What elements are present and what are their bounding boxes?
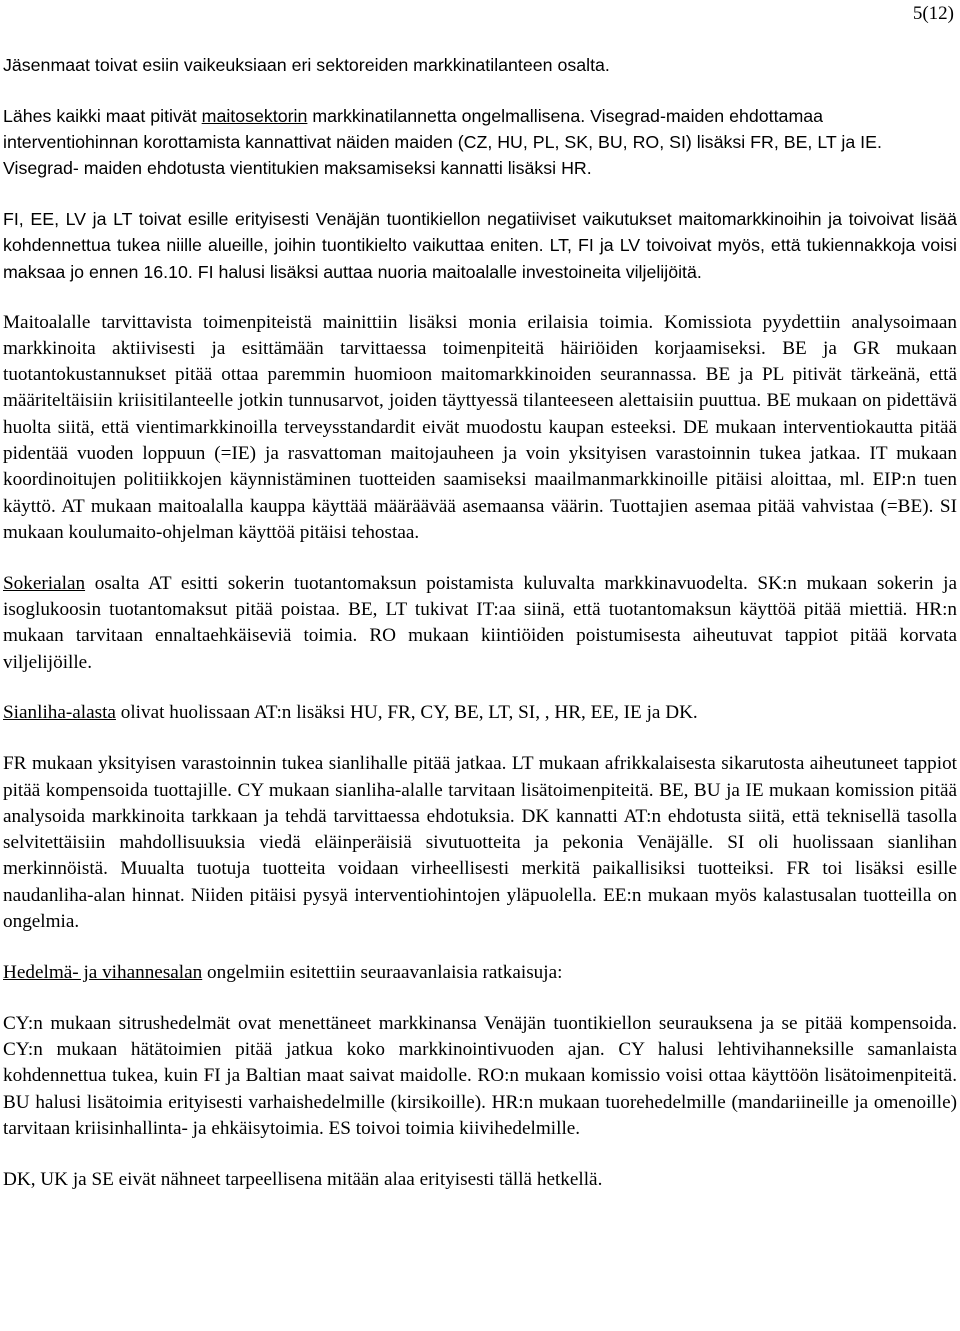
fruit-veg-sector-paragraph (3, 960, 957, 986)
russia-ban-paragraph: FI, EE, LV ja LT toivat esille erityisesti Venäjän tuontikiellon negatiiviset vaikutukset maitomarkkinoihin ja toivoivat lisää kohdennettua tukea niille alueille, joihin tuontikielto vaikuttaa eniten. LT, FI ja LV toivoivat myös, että tukiennakkoja voisi maksaa jo ennen 16.10. FI halusi lisäksi auttaa nuoria maitoalalle investoineita viljelijöitä. (3, 209, 957, 282)
page-number: 5(12) (912, 3, 954, 24)
sugar-body-text: osalta AT esitti sokerin tuotantomaksun poistamista kuluvalta markkinavuodelta. SK:n mukaan sokerin ja isoglukoosin tuotantomaksut pitää poistaa. BE, LT tukivat IT:aa siinä, että tuotantomaksun käyttöä pitää miettiä. HR:n mukaan tarvitaan ennaltaehkäiseviä toimia. RO mukaan kiintiöiden poistumisesta aiheutuvat tappiot pitää korvata viljelijöille. (3, 572, 957, 673)
dairy-lead-text: Lähes kaikki maat pitivät (3, 105, 202, 126)
dairy-measures-paragraph: Maitoalalle tarvittavista toimenpiteistä mainittiin lisäksi monia erilaisia toimia. Komissiota pyydettiin analysoimaan markkinoita aktiivisesti ja esittämään tarvittaessa toimenpiteitä häiriöiden korjaamiseksi. BE ja GR mukaan tuotantokustannukset pitää ottaa paremmin huomioon maitomarkkinoiden seurannassa. BE ja PL pitivät tärkeänä, että määriteltäisiin kriisitilanteelle jotkin tunnusarvot, joiden täyttyessä tilanteeseen alettaisiin puuttua. BE mukaan on pidettävä huolta siitä, että vientimarkkinoilla terveysstandardit eivät muodostu kaupan esteeksi. DE mukaan interventiokautta pitää pidentää vuoden loppuun (=IE) ja rasvattoman maitojauheen ja voin yksityisen varastoinnin tukea jatkaa. IT mukaan koordinoitujen politiikkojen käynnistäminen tuotteiden saamiseksi maailmanmarkkinoille pitäisi aloittaa, ml. EIP:n tuen käyttö. AT mukaan maitoalalla kauppa käyttää määräävää asemaansa väärin. Tuottajien asemaa pitää vahvistaa (=BE). SI mukaan koulumaito-ohjelman käyttöä pitäisi tehostaa. (3, 311, 957, 543)
pork-sector-term: Sianliha-alasta (3, 702, 116, 724)
intro-paragraph: Jäsenmaat toivat esiin vaikeuksiaan eri sektoreiden markkinatilanteen osalta. (3, 55, 610, 75)
pork-sector-paragraph (3, 700, 957, 726)
document-body (3, 52, 957, 1217)
sugar-sector-term: Sokerialan (3, 572, 86, 594)
pork-measures-paragraph: FR mukaan yksityisen varastoinnin tukea sianlihalle pitää jatkaa. LT mukaan afrikkalaisesta sikarutosta aiheutuneet tappiot pitää kompensoida tuottajille. CY mukaan sianliha-alalle tarvitaan lisätoimenpiteitä. BE, BU ja IE mukaan komission pitää analysoida markkinoita tarkkaan ja tehdä tarvittaessa ehdotuksia. DK kannatti AT:n ehdotusta siitä, että teknisellä tasolla selvitettäisiin mahdollisuuksia viedä eläinperäisiä sivutuotteita ja pekonia Venäjälle. SI oli huolissaan sianlihan merkinnöistä. Muualta tuotuja tuotteita voidaan virheellisesti merkitä paikallisiksi tuotteiksi. FR toi lisäksi esille naudanliha-alan hinnat. Niiden pitäisi pysyä interventiohintojen yläpuolella. EE:n mukaan myös kalastusalan tuotteilla on ongelmia. (3, 753, 957, 933)
fruit-veg-body-text: ongelmiin esitettiin seuraavanlaisia ratkaisuja: (202, 961, 563, 983)
closing-paragraph: DK, UK ja SE eivät nähneet tarpeellisena mitään alaa erityisesti tällä hetkellä. (3, 1168, 603, 1190)
pork-body-text: olivat huolissaan AT:n lisäksi HU, FR, CY, BE, LT, SI, , HR, EE, IE ja DK. (115, 702, 698, 724)
sugar-sector-paragraph (3, 571, 957, 676)
dairy-sector-term: maitosektorin (201, 105, 308, 126)
fruit-veg-sector-term: Hedelmä- ja vihannesalan (3, 961, 203, 983)
fruit-veg-measures-paragraph: CY:n mukaan sitrushedelmät ovat menettäneet markkinansa Venäjän tuontikiellon seurauksena ja se pitää kompensoida. CY:n mukaan hätätoimien pitää jatkua koko markkinointivuoden ajan. CY halusi lehtivihanneksille samanlaista kohdennettua tukea, kuin FI ja Baltian maat saivat maidolle. RO:n mukaan komissio voisi ottaa käyttöön lisätoimenpiteitä. BU halusi lisätoimia erityisesti varhaishedelmille (kirsikoille). HR:n mukaan tuorehedelmille (mandariineille ja omenoille) tarvitaan kriisinhallinta- ja ehkäisytoimia. ES toivoi toimia kiivihedelmille. (3, 1012, 957, 1139)
dairy-body-text: markkinatilannetta ongelmallisena. Visegrad-maiden ehdottamaa interventiohinnan korottamista kannattivat näiden maiden (CZ, HU, PL, SK, BU, RO, SI) lisäksi FR, BE, LT ja IE. Visegrad- maiden ehdotusta vientitukien maksamiseksi kannatti lisäksi HR. (3, 105, 882, 179)
dairy-sector-paragraph (3, 103, 957, 182)
